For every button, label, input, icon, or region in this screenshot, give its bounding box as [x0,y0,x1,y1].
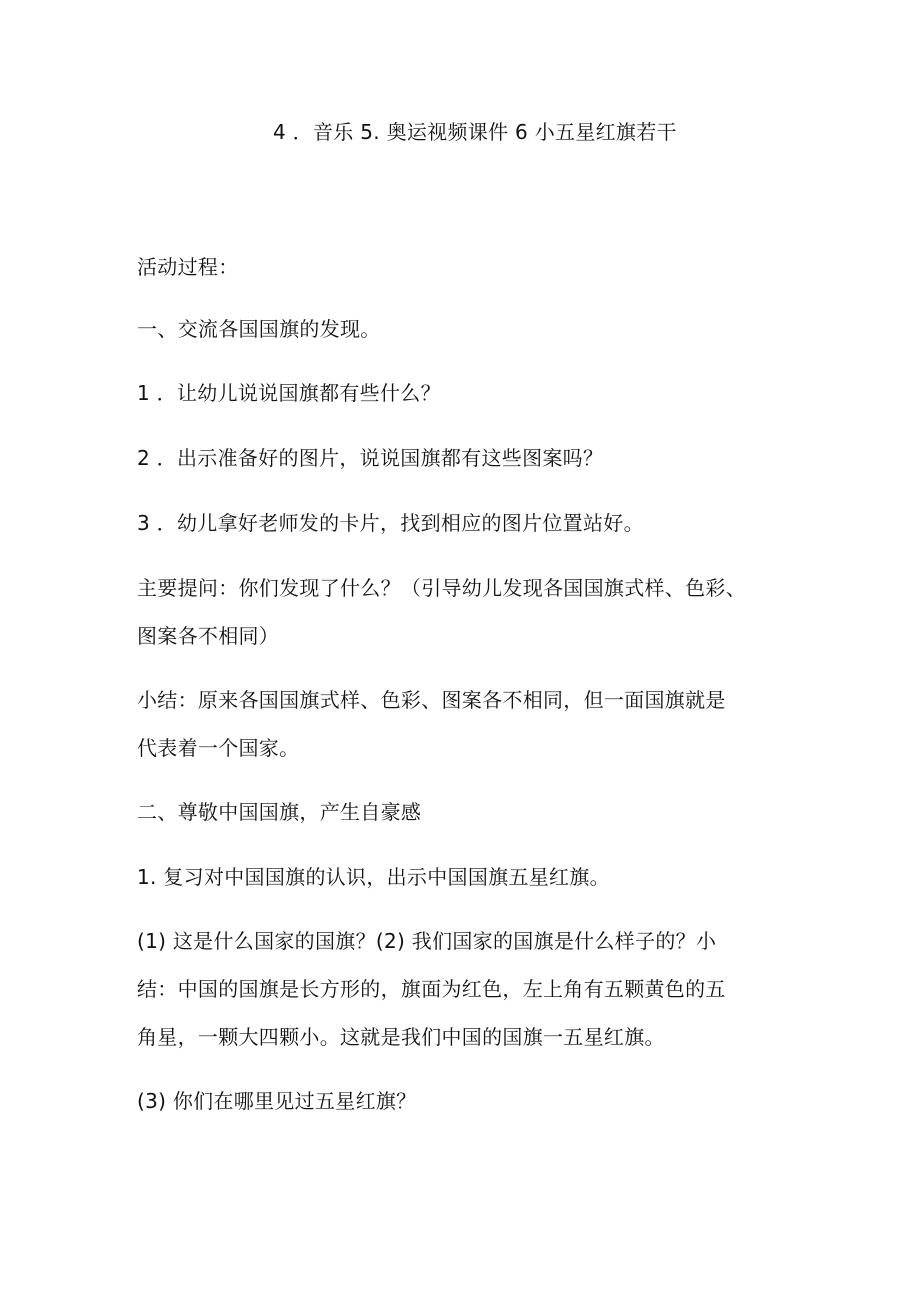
section-heading-2: 二、尊敬中国国旗，产生自豪感 [137,800,422,824]
section-heading-1: 一、交流各国国旗的发现。 [137,317,381,341]
list-item-2: 2 ．出示准备好的图片，说说国旗都有这些图案吗？ [137,446,604,470]
review-line: 1. 复习对中国国旗的认识，出示中国国旗五星红旗。 [137,865,610,889]
question-3-line: (3) 你们在哪里见过五星红旗？ [137,1089,417,1113]
list-item-3: 3 ．幼儿拿好老师发的卡片，找到相应的图片位置站好。 [137,511,644,535]
section-heading-activity-process: 活动过程： [137,255,239,279]
question-paragraph-line-3: 角星，一颗大四颗小。这就是我们中国的国旗一五星红旗。 [137,1025,665,1049]
question-paragraph-line-1: (1) 这是什么国家的国旗？(2) 我们国家的国旗是什么样子的？小 [137,929,717,953]
question-line-1: 主要提问：你们发现了什么？（引导幼儿发现各国国旗式样、色彩、 [137,576,746,600]
list-item-1: 1 ．让幼儿说说国旗都有些什么？ [137,381,441,405]
materials-line: 4 ．音乐 5. 奥运视频课件 6 小五星红旗若干 [273,120,677,144]
question-paragraph-line-2: 结：中国的国旗是长方形的，旗面为红色，左上角有五颗黄色的五 [137,977,726,1001]
summary-line-1: 小结：原来各国国旗式样、色彩、图案各不相同，但一面国旗就是 [137,688,726,712]
question-line-2: 图案各不相同） [137,624,280,648]
summary-line-2: 代表着一个国家。 [137,736,300,760]
